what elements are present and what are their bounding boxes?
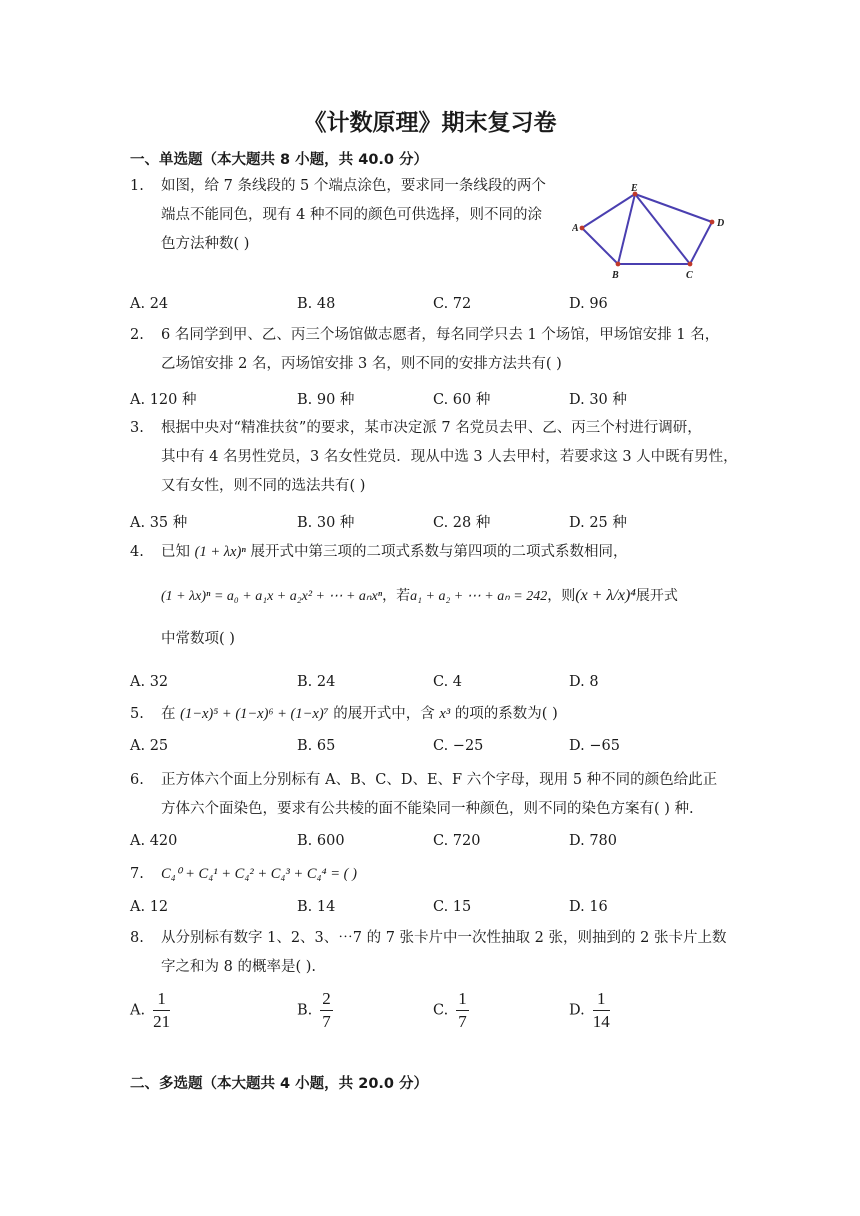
question-number: 4.: [130, 544, 144, 560]
option-a[interactable]: A. 24: [130, 296, 169, 312]
text-segment: 已知: [161, 544, 190, 560]
options-q3: [130, 511, 730, 537]
question-line: 如图，给 7 条线段的 5 个端点涂色，要求同一条线段的两个: [161, 178, 546, 194]
question-text: [161, 414, 741, 501]
options-q8: [130, 988, 730, 1038]
option-b[interactable]: B. 600: [297, 833, 345, 849]
math-expression: (x + λ/x)⁴: [575, 587, 636, 604]
option-b[interactable]: [297, 988, 333, 1033]
pentagon-figure: [572, 182, 732, 282]
option-c[interactable]: [433, 988, 469, 1033]
option-a[interactable]: A. 420: [130, 833, 178, 849]
question-text: [161, 766, 741, 824]
text-segment: 的展开式中，含: [333, 706, 435, 722]
numerator: 2: [320, 988, 333, 1011]
fraction: [320, 988, 333, 1033]
text-segment: 展开式: [635, 588, 678, 604]
vertex-b: [616, 262, 621, 267]
denominator: 14: [592, 1012, 610, 1031]
vertex-c: [688, 262, 693, 267]
question-line: 色方法种数( ): [161, 236, 250, 252]
numerator: 1: [153, 988, 170, 1011]
option-b[interactable]: B. 90 种: [297, 392, 355, 408]
figure-edges: [582, 194, 712, 264]
option-letter: D.: [569, 1002, 585, 1019]
option-letter: C.: [433, 1002, 449, 1019]
page-title: 《计数原理》期末复习卷: [303, 110, 557, 136]
fraction: [593, 988, 610, 1033]
text-segment: ，若: [382, 588, 411, 604]
option-c[interactable]: C. 4: [433, 674, 463, 690]
question-line: [161, 567, 741, 625]
fraction: [456, 988, 469, 1033]
math-expression: (1 + λx)ⁿ: [194, 544, 246, 560]
question-line: 6 名同学到甲、乙、丙三个场馆做志愿者，每名同学只去 1 个场馆，甲场馆安排 1 名，: [161, 327, 720, 343]
question-text: [161, 538, 741, 654]
question-number: 2.: [130, 327, 144, 343]
section-heading-multi-choice: 二、多选题（本大题共 4 小题，共 20.0 分）: [130, 1076, 429, 1092]
question-8: [130, 924, 740, 982]
question-text: [161, 172, 571, 259]
label-c: C: [686, 270, 693, 281]
denominator: 21: [153, 1012, 171, 1031]
option-d[interactable]: [569, 988, 610, 1033]
question-text: [161, 924, 741, 982]
question-line: 正方体六个面上分别标有 A、B、C、D、E、F 六个字母，现用 5 种不同的颜色给此正: [161, 772, 718, 788]
question-line: 字之和为 8 的概率是( ).: [161, 959, 316, 975]
options-q7: [130, 899, 730, 925]
question-line: 乙场馆安排 2 名，丙场馆安排 3 名，则不同的安排方法共有( ): [161, 356, 562, 372]
question-line: 端点不能同色，现有 4 种不同的颜色可供选择，则不同的涂: [161, 207, 542, 223]
numerator: 1: [593, 988, 610, 1011]
question-line: 方体六个面染色，要求有公共棱的面不能染同一种颜色，则不同的染色方案有( ) 种.: [161, 801, 694, 817]
label-b: B: [612, 270, 619, 281]
option-d[interactable]: D. 8: [569, 674, 599, 690]
edge-be: [618, 194, 635, 264]
math-expression: (1−x)⁵ + (1−x)⁶ + (1−x)⁷: [180, 706, 329, 722]
option-a[interactable]: A. 12: [130, 899, 169, 915]
option-b[interactable]: B. 65: [297, 738, 336, 754]
option-c[interactable]: C. −25: [433, 738, 484, 754]
question-line: 其中有 4 名男性党员，3 名女性党员．现从中选 3 人去甲村，若要求这 3 人中既有男性，: [161, 449, 738, 465]
option-c[interactable]: C. 720: [433, 833, 481, 849]
question-line: 中常数项( ): [161, 631, 235, 647]
label-d: D: [717, 218, 725, 229]
question-7: [130, 860, 740, 889]
option-d[interactable]: D. 30 种: [569, 392, 627, 408]
options-q4: [130, 674, 730, 700]
option-b[interactable]: B. 30 种: [297, 515, 355, 531]
math-expression: C₄⁰ + C₄¹ + C₄² + C₄³ + C₄⁴ = ( ): [161, 866, 357, 882]
math-expression: (1 + λx)ⁿ = a₀ + a₁x + a₂x² + ⋯ + aₙxⁿ: [161, 589, 383, 604]
fraction: [153, 988, 170, 1033]
question-1: [130, 172, 570, 262]
option-d[interactable]: D. 780: [569, 833, 618, 849]
option-a[interactable]: A. 25: [130, 738, 169, 754]
option-a[interactable]: A. 120 种: [130, 392, 197, 408]
text-segment: 的项的系数为( ): [454, 706, 558, 722]
option-c[interactable]: C. 28 种: [433, 515, 491, 531]
options-q1: [130, 296, 730, 322]
option-b[interactable]: B. 14: [297, 899, 336, 915]
question-line: 从分别标有数字 1、2、3、⋯7 的 7 张卡片中一次性抽取 2 张，则抽到的 2 张卡片上数: [161, 930, 727, 946]
question-4: [130, 538, 740, 662]
question-text: [161, 860, 741, 889]
question-2: [130, 321, 740, 379]
vertex-d: [710, 220, 715, 225]
option-letter: A.: [130, 1002, 146, 1019]
edge-ab: [582, 228, 618, 264]
option-c[interactable]: C. 72: [433, 296, 472, 312]
option-d[interactable]: D. 16: [569, 899, 608, 915]
option-b[interactable]: B. 24: [297, 674, 336, 690]
section-heading-single-choice: 一、单选题（本大题共 8 小题，共 40.0 分）: [130, 152, 429, 168]
label-e: E: [631, 183, 638, 194]
text-segment: ，则: [547, 588, 576, 604]
option-c[interactable]: C. 60 种: [433, 392, 491, 408]
question-number: 5.: [130, 706, 144, 722]
numerator: 1: [456, 988, 469, 1011]
denominator: 7: [458, 1012, 467, 1031]
question-3: [130, 414, 740, 501]
question-text: [161, 321, 741, 379]
question-line: [161, 538, 741, 567]
option-d[interactable]: D. 25 种: [569, 515, 627, 531]
option-c[interactable]: C. 15: [433, 899, 472, 915]
math-expression: x³: [439, 706, 451, 722]
option-a[interactable]: A. 32: [130, 674, 169, 690]
option-d[interactable]: D. 96: [569, 296, 608, 312]
text-segment: 展开式中第三项的二项式系数与第四项的二项式系数相同，: [250, 544, 628, 560]
question-number: 1.: [130, 178, 144, 194]
label-a: A: [572, 223, 579, 234]
question-number: 7.: [130, 866, 144, 882]
question-5: [130, 700, 740, 729]
options-q5: [130, 738, 730, 764]
text-segment: 在: [161, 706, 176, 722]
option-d[interactable]: D. −65: [569, 738, 620, 754]
options-q6: [130, 833, 730, 859]
question-number: 3.: [130, 420, 144, 436]
option-a[interactable]: A. 35 种: [130, 515, 188, 531]
option-a[interactable]: [130, 988, 170, 1033]
vertex-a: [580, 226, 585, 231]
question-number: 6.: [130, 772, 144, 788]
option-b[interactable]: B. 48: [297, 296, 336, 312]
edge-dc: [690, 222, 712, 264]
math-expression: a₁ + a₂ + ⋯ + aₙ = 242: [410, 589, 548, 604]
question-text: [161, 700, 741, 729]
question-number: 8.: [130, 930, 144, 946]
question-line: 又有女性，则不同的选法共有( ): [161, 478, 366, 494]
question-6: [130, 766, 740, 824]
option-letter: B.: [297, 1002, 313, 1019]
question-line: 根据中央对“精准扶贫”的要求，某市决定派 7 名党员去甲、乙、丙三个村进行调研，: [161, 420, 702, 436]
options-q2: [130, 388, 730, 414]
denominator: 7: [322, 1012, 331, 1031]
